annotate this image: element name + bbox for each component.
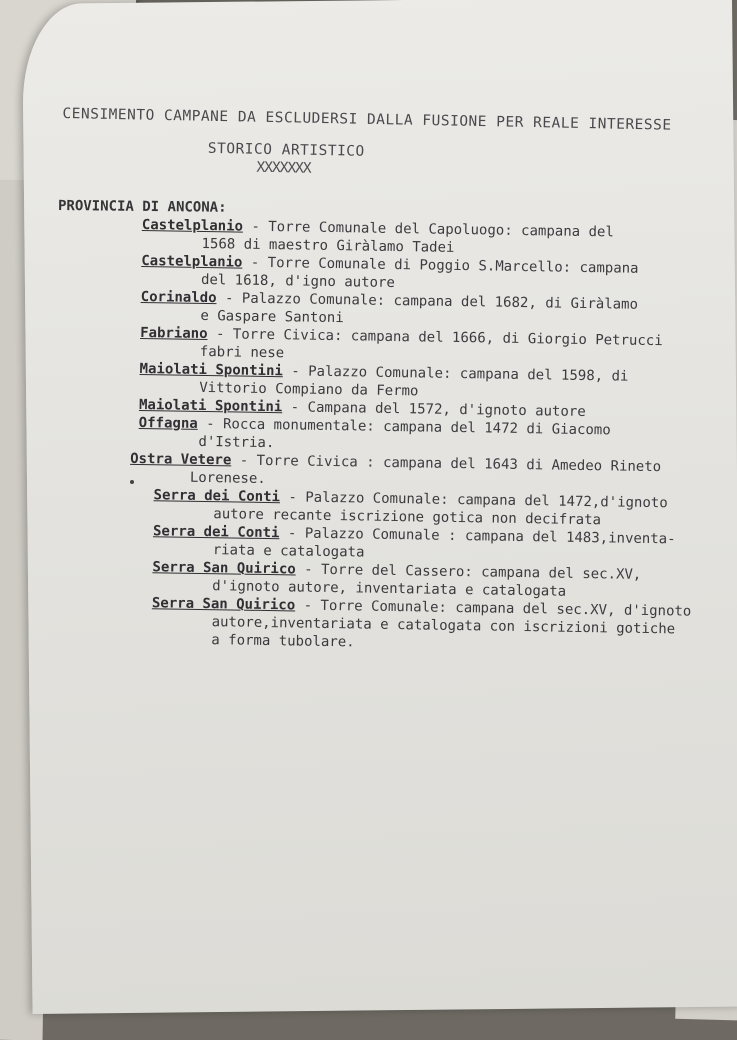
- ink-dot: [130, 480, 134, 484]
- entry-text: - Palazzo Comunale: campana del 1598, di: [282, 363, 629, 385]
- heading-line-2: STORICO ARTISTICO: [207, 140, 365, 160]
- entry-continuation: Vittorio Compiano da Fermo: [199, 379, 419, 400]
- entry-place: Serra San Quirico: [152, 559, 296, 578]
- entry-place: Serra San Quirico: [151, 595, 296, 614]
- entry-continuation: fabri nese: [199, 343, 285, 362]
- entry-text: - Campana del 1572, d'ignoto autore: [282, 399, 586, 420]
- entry-place: Castelplanio: [141, 252, 243, 271]
- province-label: PROVINCIA DI ANCONA:: [57, 198, 227, 216]
- entry-text: - Torre del Cassero: campana del sec.XV,: [295, 561, 642, 583]
- entry-continuation: autore recante iscrizione gotica non decifrata: [213, 506, 602, 529]
- entry-list: [130, 216, 732, 657]
- entry-place: Serra dei Conti: [152, 523, 280, 542]
- entry-continuation: d'ignoto autore, inventariata e catalogata: [212, 578, 567, 600]
- entry-continuation: e Gaspare Santoni: [200, 307, 344, 327]
- entry-continuation: riata e catalogata: [212, 542, 365, 561]
- entry-place: Ostra Vetere: [130, 450, 232, 469]
- entry-text: - Torre Comunale: campana del sec.XV, d'ignoto: [295, 597, 692, 620]
- document-heading: [61, 106, 702, 184]
- entry-text: - Rocca monumentale: campana del 1472 di Giacomo: [197, 415, 611, 439]
- entry-continuation: autore,inventariata e catalogata con iscrizioni gotiche: [211, 614, 676, 638]
- entry-continuation: del 1618, d'igno autore: [200, 271, 395, 291]
- entry-continuation: d'Istria.: [198, 433, 275, 452]
- entry-place: Castelplanio: [141, 216, 244, 235]
- entry-text: - Torre Comunale del Capoluogo: campana del: [242, 218, 614, 241]
- entry-continuation: Lorenese.: [189, 469, 266, 487]
- entry-text: - Torre Comunale di Poggio S.Marcello: campana: [242, 254, 639, 277]
- entry-place: Maiolati Spontini: [139, 360, 284, 380]
- entry-place: Corinaldo: [140, 288, 217, 307]
- entry-place: Serra dei Conti: [153, 487, 281, 506]
- entry-continuation: 1568 di maestro Giràlamo Tadei: [201, 235, 455, 256]
- entry-continuation: a forma tubolare.: [211, 632, 355, 651]
- entry-text: - Palazzo Comunale: campana del 1472,d'ignoto: [279, 489, 668, 512]
- entry-text: - Torre Civica: campana del 1666, di Giorgio Petrucci: [207, 326, 663, 350]
- entry-text: - Palazzo Comunale: campana del 1682, di Giràlamo: [216, 290, 639, 313]
- entry-place: Offagna: [138, 414, 198, 432]
- entry-text: - Torre Civica : campana del 1643 di Amedeo Rineto: [231, 452, 662, 476]
- entry-text: - Palazzo Comunale : campana del 1483,inventa-: [279, 525, 676, 548]
- heading-line-1: CENSIMENTO CAMPANE DA ESCLUDERSI DALLA FUSIONE PER REALE INTERESSE: [62, 106, 672, 134]
- entry-place: Maiolati Spontini: [138, 396, 283, 416]
- heading-strikeout: XXXXXXX: [256, 159, 311, 177]
- entry-place: Fabriano: [140, 324, 208, 343]
